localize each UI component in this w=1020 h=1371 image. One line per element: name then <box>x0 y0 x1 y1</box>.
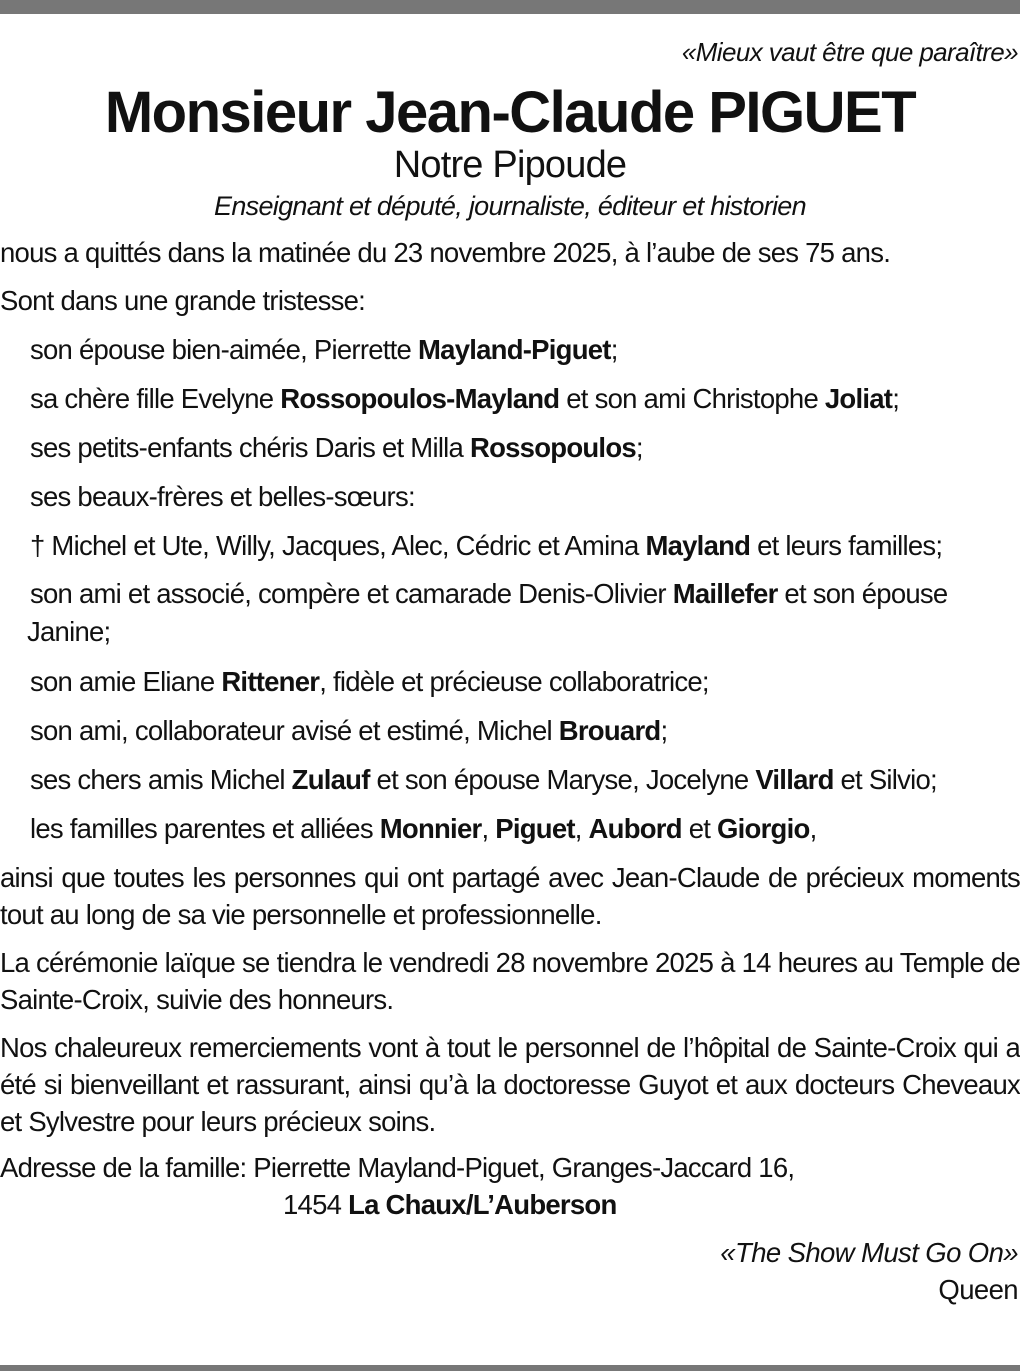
mourner-line: son ami et associé, compère et camarade Denis-Olivier Maillefer et son épouse Janine; <box>27 578 948 647</box>
closing-quote: «The Show Must Go On» <box>720 1237 1018 1268</box>
address-line-1: Adresse de la famille: Pierrette Mayland-Piguet, Granges-Jaccard 16, <box>0 1152 795 1183</box>
mourner-line: ses petits-enfants chéris Daris et Milla Rossopoulos; <box>30 432 643 463</box>
mourner-line: les familles parentes et alliées Monnier, Piguet, Aubord et Giorgio, <box>30 813 817 844</box>
grief-intro: Sont dans une grande tristesse: <box>0 285 366 316</box>
ceremony-paragraph: La cérémonie laïque se tiendra le vendredi 28 novembre 2025 à 14 heures au Temple de Sainte-Croix, suivie des honneurs. <box>0 947 1020 1015</box>
others-paragraph: ainsi que toutes les personnes qui ont partagé avec Jean-Claude de précieux moments tout au long de sa vie personnelle et professionnelle. <box>0 862 1020 930</box>
mourner-line: sa chère fille Evelyne Rossopoulos-Mayland et son ami Christophe Joliat; <box>30 383 900 414</box>
mourner-line: † Michel et Ute, Willy, Jacques, Alec, Cédric et Amina Mayland et leurs familles; <box>30 530 943 561</box>
mourner-line: son amie Eliane Rittener, fidèle et précieuse collaboratrice; <box>30 666 709 697</box>
motto-quote: «Mieux vaut être que paraître» <box>681 37 1018 67</box>
mourner-line: son ami, collaborateur avisé et estimé, Michel Brouard; <box>30 715 668 746</box>
family-address <box>0 1149 1020 1223</box>
mourner-line: son épouse bien-aimée, Pierrette Mayland-Piguet; <box>30 334 618 365</box>
mourner-line: ses chers amis Michel Zulauf et son épouse Maryse, Jocelyne Villard et Silvio; <box>30 764 937 795</box>
closing-author: Queen <box>938 1274 1018 1305</box>
bottom-border-rule <box>0 1365 1020 1371</box>
top-border-rule <box>0 0 1020 14</box>
deceased-name: Monsieur Jean-Claude PIGUET <box>104 80 916 145</box>
professions: Enseignant et député, journaliste, éditeur et historien <box>214 191 806 221</box>
announcement-line: nous a quittés dans la matinée du 23 novembre 2025, à l’aube de ses 75 ans. <box>0 237 891 268</box>
mourner-line: ses beaux-frères et belles-sœurs: <box>30 481 415 512</box>
obituary-notice <box>0 30 1020 1308</box>
address-line-2: 1454 La Chaux/L’Auberson <box>283 1189 617 1220</box>
nickname: Notre Pipoude <box>393 144 627 186</box>
thanks-paragraph: Nos chaleureux remerciements vont à tout le personnel de l’hôpital de Sainte-Croix qui a été si bienveillant et rassurant, ainsi qu’à la doctoresse Guyot et aux docteurs Cheveaux et Sylvestre pour leurs précieux soins. <box>0 1032 1020 1137</box>
